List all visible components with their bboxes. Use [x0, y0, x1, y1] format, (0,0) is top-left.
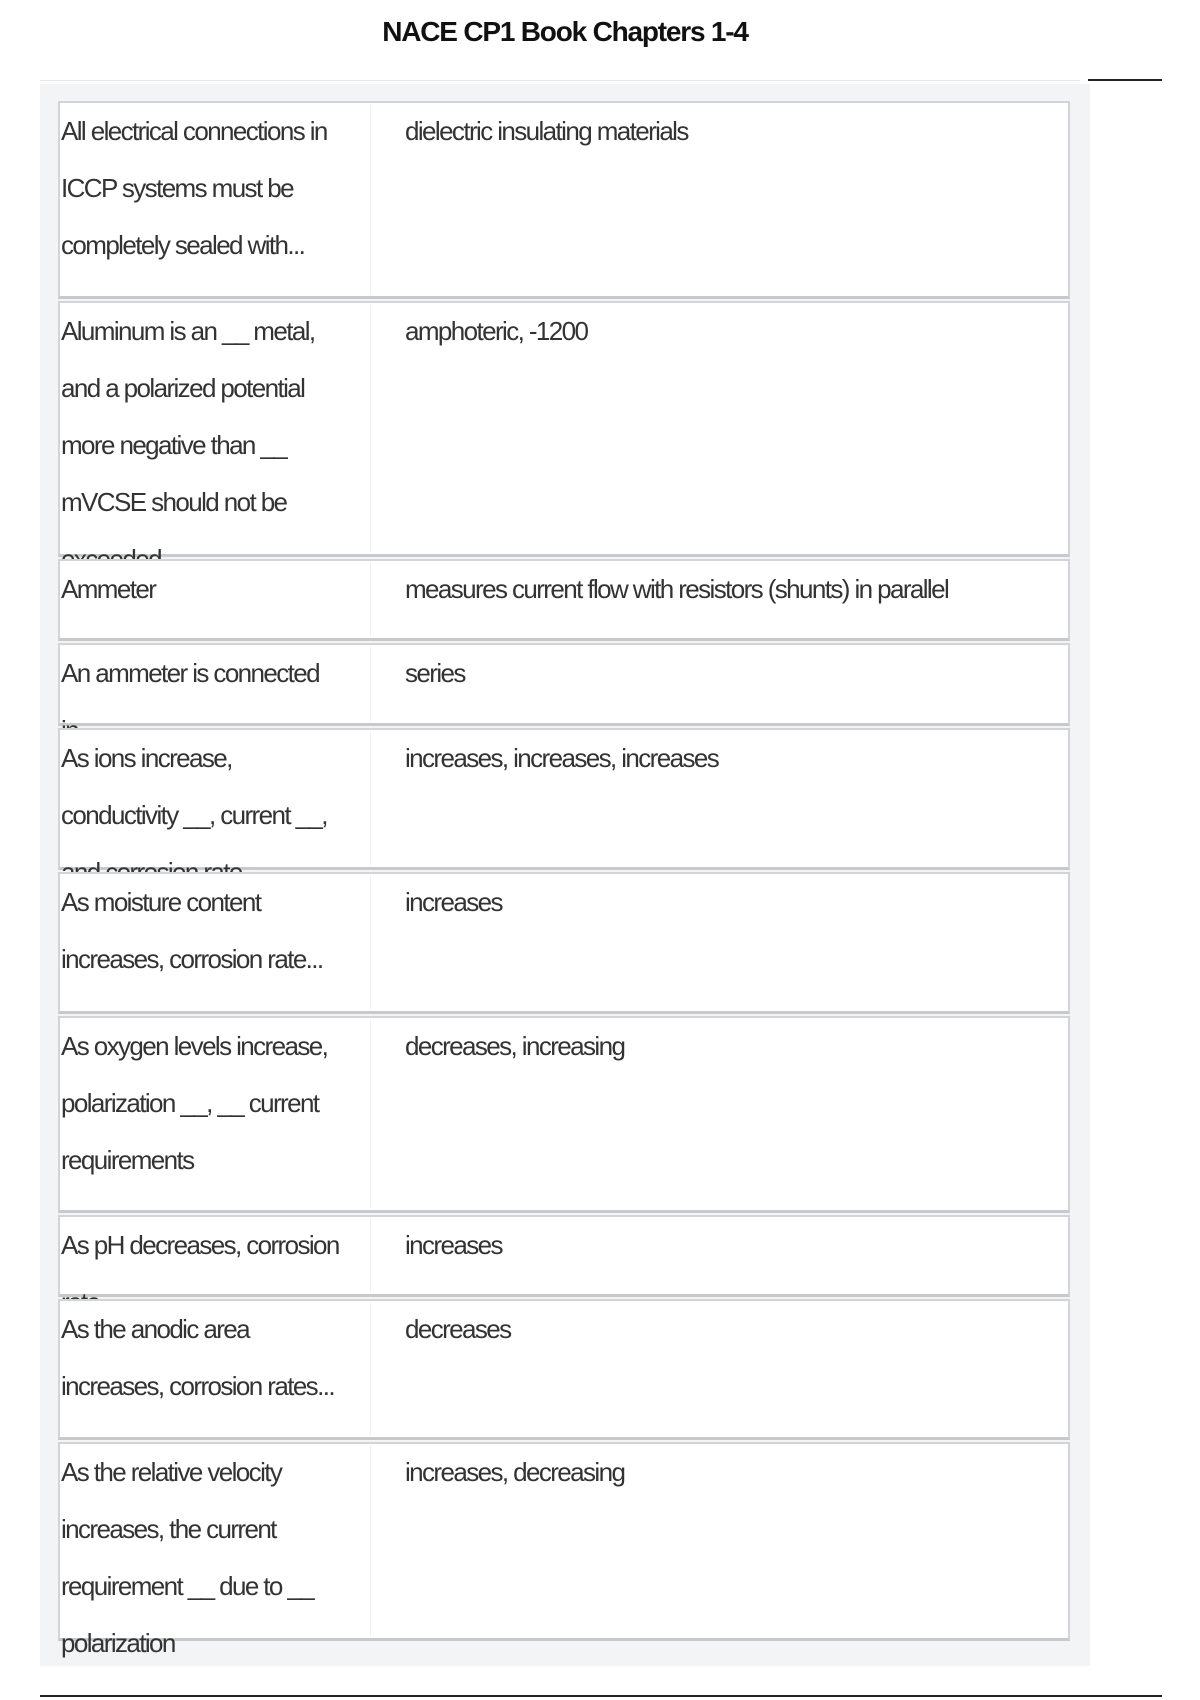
column-divider — [370, 647, 371, 721]
column-divider — [370, 1446, 371, 1636]
footer-rule — [40, 1695, 1162, 1697]
card-definition: increases, increases, increases — [405, 743, 719, 773]
card-definition: series — [405, 658, 465, 688]
column-divider — [370, 1303, 371, 1435]
document-title: NACE CP1 Book Chapters 1-4 — [382, 16, 748, 47]
column-divider — [370, 105, 371, 294]
flashcard-row — [58, 1299, 1070, 1440]
flashcard-row — [58, 1016, 1070, 1213]
card-definition: increases, decreasing — [405, 1457, 625, 1487]
column-divider — [370, 876, 371, 1009]
card-term: All electrical connections in ICCP systems must be completely sealed with... — [61, 116, 327, 260]
card-definition: measures current flow with resistors (shunts) in parallel — [405, 574, 949, 604]
card-term: As pH decreases, corrosion — [61, 1230, 339, 1260]
card-definition: decreases — [405, 1314, 511, 1344]
flashcard-row — [58, 1442, 1070, 1658]
card-term: As oxygen levels increase, polarization __, __ current requirements — [61, 1031, 328, 1175]
flashcard-row — [58, 872, 1070, 1014]
card-term: An ammeter is connected — [61, 658, 320, 688]
column-divider — [370, 563, 371, 636]
card-definition: increases — [405, 887, 502, 917]
header-rule — [1088, 79, 1162, 81]
column-divider — [370, 732, 371, 865]
card-term: As the anodic area increases, corrosion rates... — [61, 1314, 334, 1401]
flashcard-row — [58, 1215, 1070, 1297]
card-term: Aluminum is an __ metal, and a polarized potential more negative than __ mVCSE should not be — [61, 316, 315, 517]
flashcard-row — [58, 301, 1070, 557]
column-divider — [370, 1219, 371, 1292]
card-term: As ions increase, conductivity __, current __, — [61, 743, 327, 830]
card-term: As moisture content increases, corrosion rate... — [61, 887, 323, 974]
card-term: As the relative velocity increases, the current requirement __ due to __ polarization — [61, 1457, 314, 1658]
card-definition: amphoteric, -1200 — [405, 316, 588, 346]
flashcard-row — [58, 643, 1070, 726]
card-term: Ammeter — [61, 574, 156, 604]
card-definition: increases — [405, 1230, 502, 1260]
card-definition: decreases, increasing — [405, 1031, 625, 1061]
flashcard-row — [58, 101, 1070, 299]
flashcard-row — [58, 559, 1070, 641]
card-definition: dielectric insulating materials — [405, 116, 688, 146]
column-divider — [370, 1020, 371, 1208]
column-divider — [370, 305, 371, 552]
header-rule-faint — [40, 80, 1080, 81]
flashcard-row — [58, 728, 1070, 870]
